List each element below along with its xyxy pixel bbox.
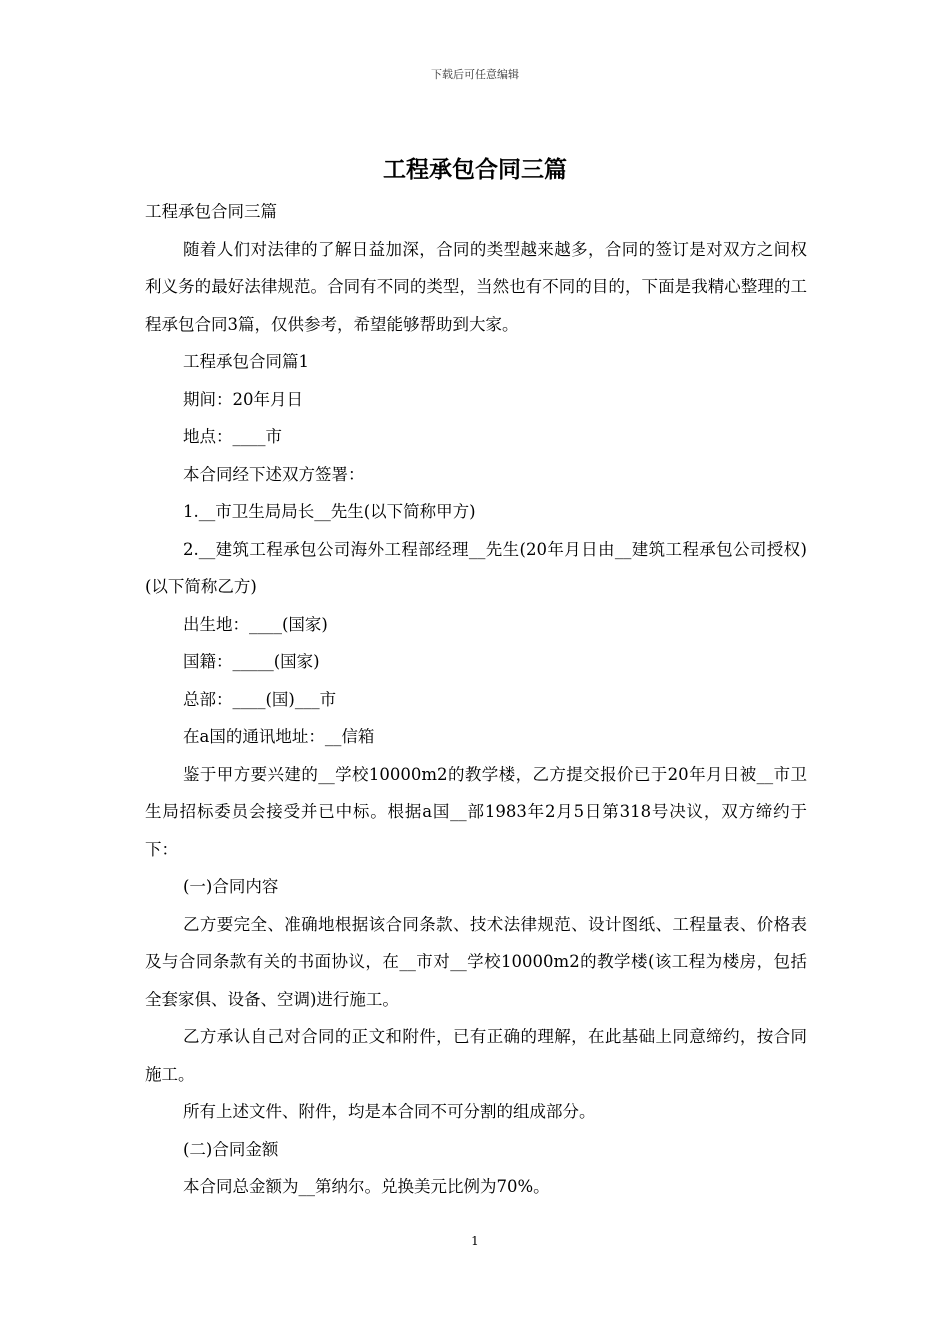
paragraph-date: 期间：20年月日 [183,389,303,409]
paragraph-address: 在a国的通讯地址：__信箱 [183,727,375,746]
paragraph-whereas: 鉴于甲方要兴建的__学校10000m2的教学楼，乙方提交报价已于20年月日被__市卫生局招标委员会接受并已中标。根据a国__部1983年2月5日第318号决议，双方缔约于下： [145,764,807,859]
paragraph-nationality: 国籍：_____(国家) [183,652,320,671]
paragraph-party-b: 2.__建筑工程承包公司海外工程部经理__先生(20年月日由__建筑工程承包公司授权)(以下简称乙方) [145,539,807,596]
paragraph-headquarters: 总部：____(国)___市 [183,689,337,709]
paragraph-heading-contents: (一)合同内容 [183,877,279,896]
paragraph-subtitle: 工程承包合同三篇 [145,202,277,221]
paragraph-acknowledgement: 乙方承认自己对合同的正文和附件，已有正确的理解，在此基础上同意缔约，按合同施工。 [145,1027,807,1084]
paragraph-contents: 乙方要完全、准确地根据该合同条款、技术法律规范、设计图纸、工程量表、价格表及与合同条款有关的书面协议，在__市对__学校10000m2的教学楼(该工程为楼房，包括全套家俱、设备、空调)进行施工。 [145,914,807,1009]
page-header-note: 下载后可任意编辑 [431,68,519,81]
paragraph-location: 地点：____市 [183,427,282,446]
paragraph-heading-amount: (二)合同金额 [183,1139,279,1159]
paragraph-signing-parties: 本合同经下述双方签署： [183,464,365,484]
paragraph-amount: 本合同总金额为__第纳尔。兑换美元比例为70%。 [183,1177,550,1196]
document-body [145,193,807,1206]
page-number: 1 [471,1234,479,1248]
paragraph-birthplace: 出生地：____(国家) [183,614,328,634]
paragraph-intro: 随着人们对法律的了解日益加深，合同的类型越来越多，合同的签订是对双方之间权利义务的最好法律规范。合同有不同的类型，当然也有不同的目的，下面是我精心整理的工程承包合同3篇，仅供参考，希望能够帮助到大家。 [145,239,807,334]
paragraph-party-a: 1.__市卫生局局长__先生(以下简称甲方) [183,502,476,521]
paragraph-section-heading: 工程承包合同篇1 [183,352,309,371]
paragraph-attachments: 所有上述文件、附件，均是本合同不可分割的组成部分。 [183,1102,596,1121]
document-title: 工程承包合同三篇 [383,156,567,183]
